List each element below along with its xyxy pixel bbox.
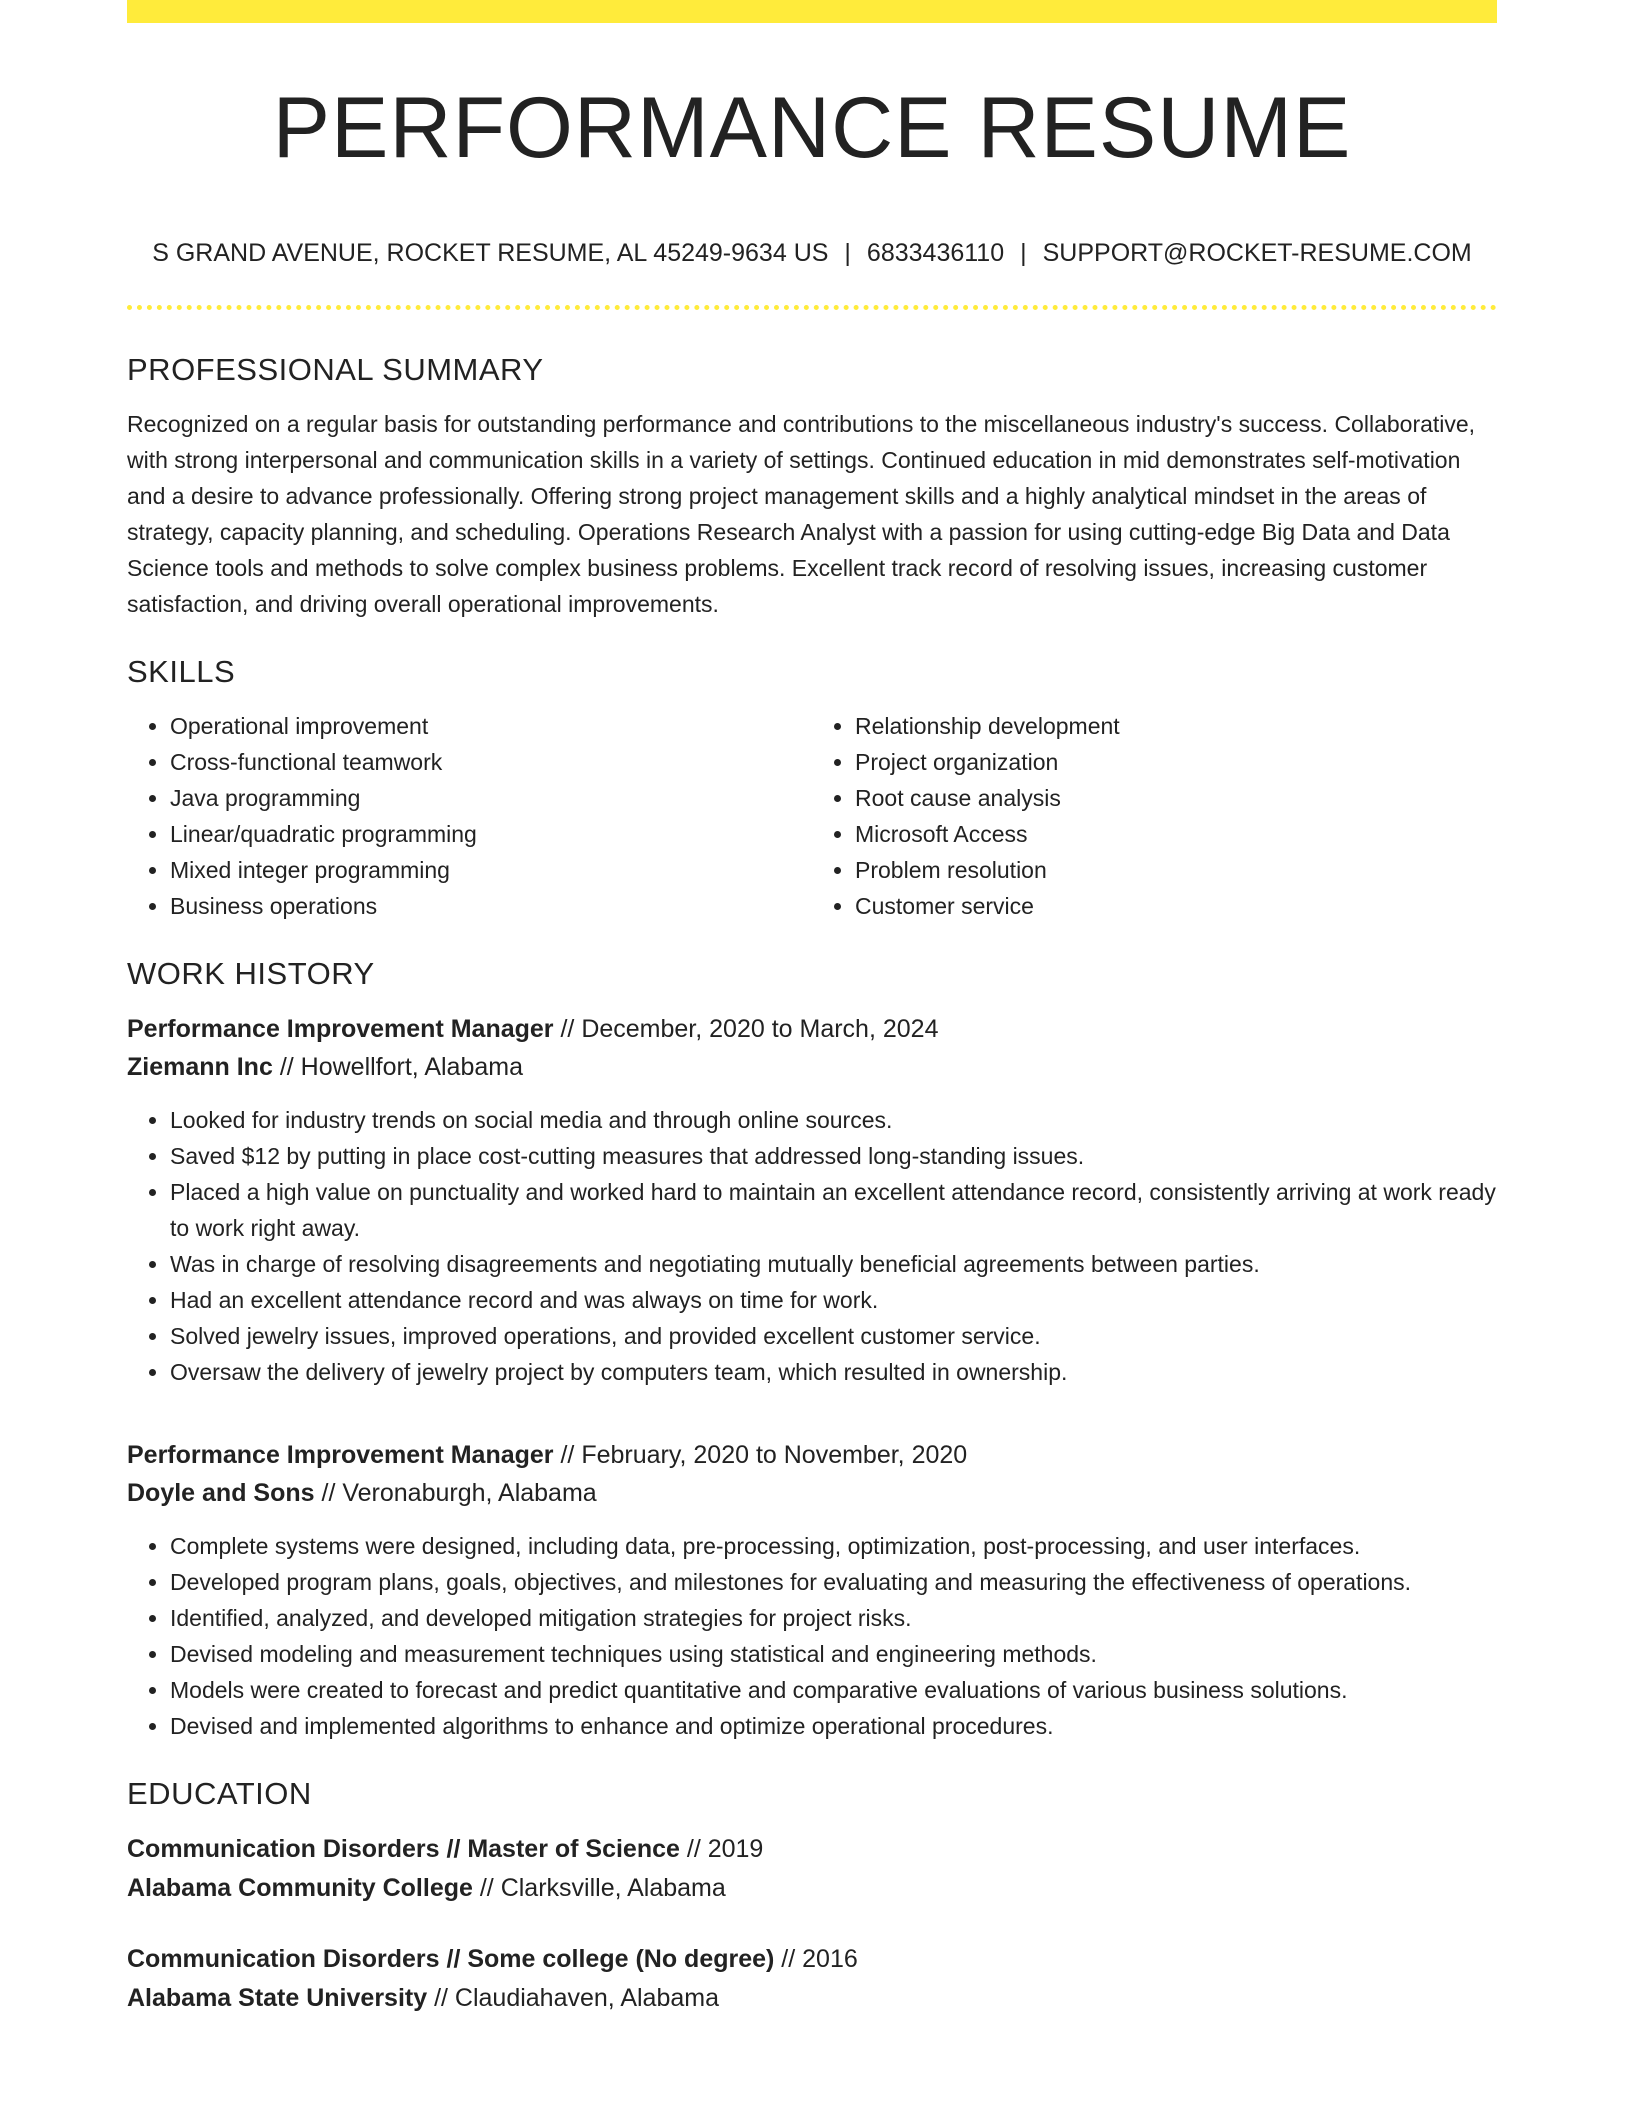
list-item: • Models were created to forecast and predict quantitative and comparative evaluations of various business solutions. bbox=[170, 1672, 1497, 1708]
contact-separator: | bbox=[1020, 239, 1027, 267]
list-item: • Devised modeling and measurement techniques using statistical and engineering methods. bbox=[170, 1636, 1497, 1672]
list-item: • Linear/quadratic programming bbox=[170, 816, 812, 852]
job-location: // Veronaburgh, Alabama bbox=[314, 1479, 597, 1507]
contact-separator: | bbox=[844, 239, 851, 267]
list-item: • Root cause analysis bbox=[855, 780, 1497, 816]
resume-content bbox=[127, 350, 1497, 2018]
summary-heading: PROFESSIONAL SUMMARY bbox=[127, 352, 544, 387]
list-item: • Problem resolution bbox=[855, 852, 1497, 888]
work-section bbox=[127, 954, 1497, 1744]
list-item: • Had an excellent attendance record and was always on time for work. bbox=[170, 1282, 1497, 1318]
job-bullets bbox=[127, 1528, 1497, 1744]
education-school: Alabama State University bbox=[127, 1984, 428, 2012]
contact-address: S GRAND AVENUE, ROCKET RESUME, AL 45249-9634 US bbox=[152, 239, 829, 267]
contact-phone: 6833436110 bbox=[866, 239, 1005, 267]
list-item: • Identified, analyzed, and developed mitigation strategies for project risks. bbox=[170, 1600, 1497, 1636]
list-item: • Was in charge of resolving disagreements and negotiating mutually beneficial agreements between parties. bbox=[170, 1246, 1497, 1282]
list-item: • Solved jewelry issues, improved operations, and provided excellent customer service. bbox=[170, 1318, 1497, 1354]
education-degree-line bbox=[127, 1940, 1497, 1979]
job-dates: // February, 2020 to November, 2020 bbox=[553, 1441, 968, 1469]
job-title-line bbox=[127, 1436, 1497, 1474]
skills-columns bbox=[127, 708, 1497, 924]
list-item: • Project organization bbox=[855, 744, 1497, 780]
education-degree: Communication Disorders // Some college (No degree) bbox=[127, 1945, 775, 1973]
list-item: • Mixed integer programming bbox=[170, 852, 812, 888]
education-school-line bbox=[127, 1979, 1497, 2018]
dotted-divider bbox=[127, 305, 1497, 310]
skills-right-list bbox=[812, 708, 1497, 924]
job-bullets bbox=[127, 1102, 1497, 1390]
summary-section bbox=[127, 350, 1497, 622]
skills-section bbox=[127, 652, 1497, 924]
resume-title: PERFORMANCE RESUME bbox=[272, 80, 1352, 176]
education-year: // 2016 bbox=[774, 1945, 858, 1973]
education-year: // 2019 bbox=[679, 1835, 764, 1863]
education-degree: Communication Disorders // Master of Science bbox=[127, 1835, 680, 1863]
education-school-line bbox=[127, 1869, 1497, 1908]
job-company: Ziemann Inc bbox=[127, 1053, 273, 1081]
list-item: • Business operations bbox=[170, 888, 812, 924]
skills-heading: SKILLS bbox=[127, 654, 236, 689]
education-heading: EDUCATION bbox=[127, 1776, 312, 1811]
job-title-line bbox=[127, 1010, 1497, 1048]
education-location: // Clarksville, Alabama bbox=[472, 1874, 726, 1902]
job-title: Performance Improvement Manager bbox=[127, 1015, 554, 1043]
list-item: • Complete systems were designed, including data, pre-processing, optimization, post-processing, and user interfaces. bbox=[170, 1528, 1497, 1564]
accent-bar bbox=[127, 0, 1497, 23]
list-item: • Microsoft Access bbox=[855, 816, 1497, 852]
skills-left-list bbox=[127, 708, 812, 924]
education-entry bbox=[127, 1940, 1497, 2018]
list-item: • Java programming bbox=[170, 780, 812, 816]
list-item: • Looked for industry trends on social media and through online sources. bbox=[170, 1102, 1497, 1138]
job-company-line bbox=[127, 1048, 1497, 1086]
education-section bbox=[127, 1774, 1497, 2018]
education-school: Alabama Community College bbox=[127, 1874, 473, 1902]
job-entry bbox=[127, 1436, 1497, 1744]
list-item: • Saved $12 by putting in place cost-cutting measures that addressed long-standing issues. bbox=[170, 1138, 1497, 1174]
job-location: // Howellfort, Alabama bbox=[272, 1053, 523, 1081]
work-heading: WORK HISTORY bbox=[127, 956, 375, 991]
list-item: • Oversaw the delivery of jewelry project by computers team, which resulted in ownership. bbox=[170, 1354, 1497, 1390]
education-degree-line bbox=[127, 1830, 1497, 1869]
list-item: • Developed program plans, goals, objectives, and milestones for evaluating and measuring the effectiveness of operations. bbox=[170, 1564, 1497, 1600]
list-item: • Placed a high value on punctuality and worked hard to maintain an excellent attendance record, consistently arriving at work ready to work right away. bbox=[170, 1174, 1497, 1246]
list-item: • Devised and implemented algorithms to enhance and optimize operational procedures. bbox=[170, 1708, 1497, 1744]
job-dates: // December, 2020 to March, 2024 bbox=[553, 1015, 939, 1043]
contact-line bbox=[127, 236, 1497, 270]
job-entry bbox=[127, 1010, 1497, 1390]
list-item: • Cross-functional teamwork bbox=[170, 744, 812, 780]
list-item: • Customer service bbox=[855, 888, 1497, 924]
job-title: Performance Improvement Manager bbox=[127, 1441, 554, 1469]
list-item: • Operational improvement bbox=[170, 708, 812, 744]
summary-text: Recognized on a regular basis for outstanding performance and contributions to the miscellaneous industry's success. Collaborative, with strong interpersonal and communication skills in a variety of settings. Continued education in mid demonstrates self-motivation and a desire to advance professionally. Offering strong project management skills and a highly analytical mindset in the areas of strategy, capacity planning, and scheduling. Operations Research Analyst with a passion for using cutting-edge Big Data and Data Science tools and methods to solve complex business problems. Excellent track record of resolving issues, increasing customer satisfaction, and driving overall operational improvements. bbox=[127, 411, 1476, 617]
job-company: Doyle and Sons bbox=[127, 1479, 315, 1507]
list-item: • Relationship development bbox=[855, 708, 1497, 744]
contact-email: SUPPORT@ROCKET-RESUME.COM bbox=[1042, 239, 1472, 267]
education-location: // Claudiahaven, Alabama bbox=[427, 1984, 719, 2012]
job-company-line bbox=[127, 1474, 1497, 1512]
education-entry bbox=[127, 1830, 1497, 1908]
